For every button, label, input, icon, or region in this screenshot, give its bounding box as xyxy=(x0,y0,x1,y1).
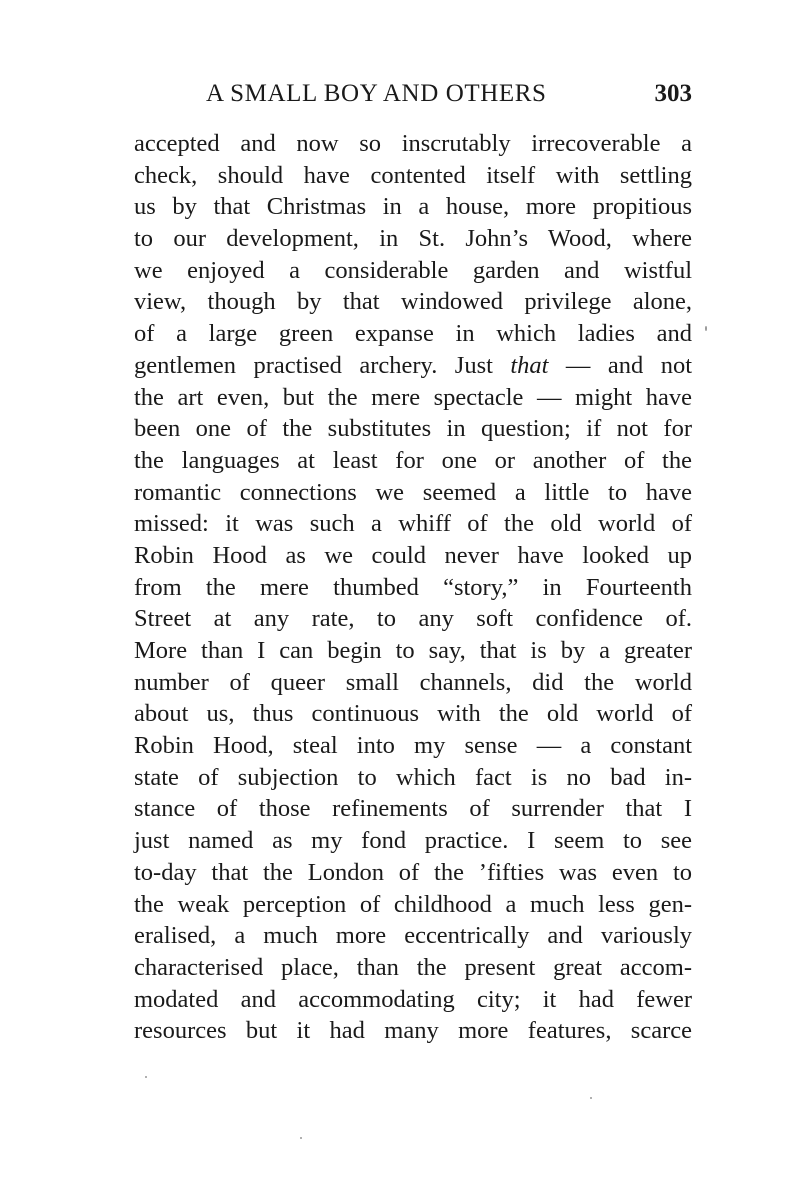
scan-speck xyxy=(145,1076,147,1078)
running-title: A SMALL BOY AND OTHERS xyxy=(206,80,547,107)
text-line: to-day that the London of the ’fifties was even to xyxy=(134,858,692,886)
scan-speck xyxy=(705,326,707,331)
scan-speck xyxy=(590,1097,592,1099)
emphasis: that xyxy=(510,351,549,379)
text-line: check, should have contented itself with settling xyxy=(134,161,692,189)
text-line: the art even, but the mere spectacle — might have xyxy=(134,383,692,411)
text-line: from the mere thumbed “story,” in Fourteenth xyxy=(134,573,692,601)
body-text xyxy=(134,128,692,1047)
running-head xyxy=(134,80,692,114)
scan-speck xyxy=(300,1137,302,1139)
text-line: Robin Hood, steal into my sense — a constant xyxy=(134,732,692,760)
text-line: us by that Christmas in a house, more propitious xyxy=(134,193,692,221)
text-line: Robin Hood as we could never have looked up xyxy=(134,541,692,569)
text-line: eralised, a much more eccentrically and variously xyxy=(134,922,692,950)
text-line: of a large green expanse in which ladies and xyxy=(134,320,692,348)
text-line: gentlemen practised archery. Just that — and not xyxy=(134,351,692,379)
text-line: romantic connections we seemed a little to have xyxy=(134,478,692,506)
page-number: 303 xyxy=(654,80,692,107)
text-line: state of subjection to which fact is no bad in- xyxy=(134,763,692,791)
text-line: missed: it was such a whiff of the old world of xyxy=(134,510,692,538)
text-line: characterised place, than the present great accom- xyxy=(134,953,692,981)
text-line: just named as my fond practice. I seem to see xyxy=(134,827,692,855)
text-line: the languages at least for one or another of the xyxy=(134,446,692,474)
text-line: modated and accommodating city; it had fewer xyxy=(134,985,692,1013)
text-line: Street at any rate, to any soft confidence of. xyxy=(134,605,692,633)
text-line: resources but it had many more features, scarce xyxy=(134,1017,692,1045)
text-line: been one of the substitutes in question; if not for xyxy=(134,415,692,443)
text-line: the weak perception of childhood a much less gen- xyxy=(134,890,692,918)
text-line: number of queer small channels, did the world xyxy=(134,668,692,696)
text-line: More than I can begin to say, that is by a greater xyxy=(134,637,692,664)
text-line: view, though by that windowed privilege alone, xyxy=(134,288,692,316)
text-line: about us, thus continuous with the old world of xyxy=(134,700,692,728)
text-line: stance of those refinements of surrender that I xyxy=(134,795,692,823)
text-line: we enjoyed a considerable garden and wistful xyxy=(134,256,692,284)
text-line: accepted and now so inscrutably irrecoverable a xyxy=(134,130,692,157)
text-line: to our development, in St. John’s Wood, where xyxy=(134,225,692,253)
